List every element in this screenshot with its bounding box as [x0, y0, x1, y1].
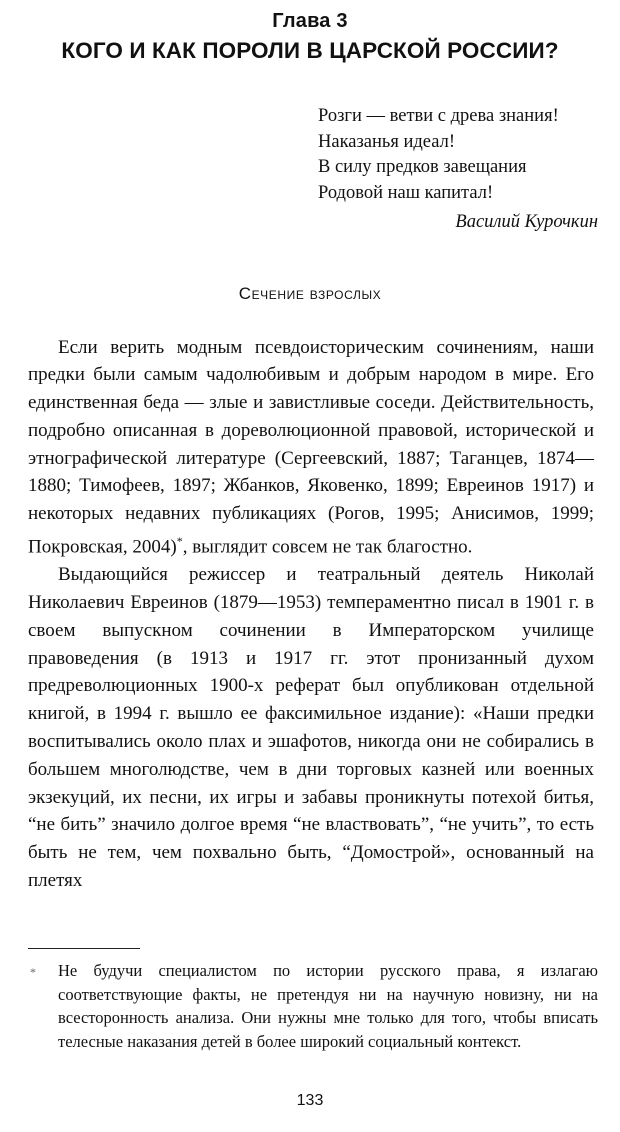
epigraph	[18, 104, 602, 236]
footnote-area	[28, 948, 598, 1053]
epigraph-line: Наказанья идеал!	[318, 131, 455, 152]
epigraph-line: Розги — ветви с древа знания!	[318, 106, 559, 126]
epigraph-line: Родовой наш капитал!	[318, 182, 494, 203]
section-heading: Сечение взрослых	[238, 283, 382, 303]
chapter-title: КОГО И КАК ПОРОЛИ В ЦАРСКОЙ РОССИИ?	[61, 38, 559, 63]
footnote-divider	[28, 948, 140, 949]
footnote	[28, 959, 598, 1053]
paragraph-1-text-a: Если верить модным псевдоисторическим сочинениям, наши предки были самым чадолюбивым и добрым народом в мире. Его единственная беда — злые и завистливые соседи. Действительность, подробно описанная в дореволюционной правовой, исторической и этнографической литературе (Сергеевский, 1887; Таганцев, 1874—1880; Тимофеев, 1897; Жбанков, Яковенко, 1899; Евреинов 1917) и некоторых недавних публикациях (Рогов, 1995; Анисимов, 1999; Покровская, 2004)	[28, 336, 594, 558]
epigraph-line: В силу предков завещания	[318, 157, 527, 177]
paragraph-1-text-b: , выглядит совсем не так благостно.	[182, 536, 473, 558]
body-text	[18, 334, 602, 895]
footnote-text: Не будучи специалистом по истории русского права, я излагаю соответствующие факты, не претендуя ни на научную новизну, ни на всесторонность анализа. Они нужны мне только для того, чтобы вписать телесные наказания детей в более широкий социальный контекст.	[58, 961, 598, 1051]
chapter-label: Глава 3	[272, 10, 348, 32]
epigraph-author: Василий Курочкин	[455, 212, 598, 232]
paragraph-1	[28, 334, 594, 562]
footnote-reference[interactable]: *	[176, 534, 183, 549]
footnote-marker: *	[30, 965, 36, 979]
page-number: 133	[296, 1092, 324, 1109]
paragraph-2: Выдающийся режиссер и театральный деятель Николай Николаевич Евреинов (1879—1953) темпераментно писал в 1901 г. в своем выпускном сочинении в Императорском училище правоведения (в 1913 и 1917 гг. этот пронизанный духом предреволюционных 1900-х реферат был опубликован отдельной книгой, в 1994 г. вышло ее факсимильное издание): «Наши предки воспитывались около плах и эшафотов, никогда они не собирались в большем многолюдстве, чем в дни торговых казней или военных экзекуций, их песни, их игры и забавы проникнуты потехой битья, “не бить” значило долгое время “не властвовать”, “не учить”, то есть быть не тем, чем похвально быть, “Домострой», основанный на плетях	[28, 564, 594, 891]
